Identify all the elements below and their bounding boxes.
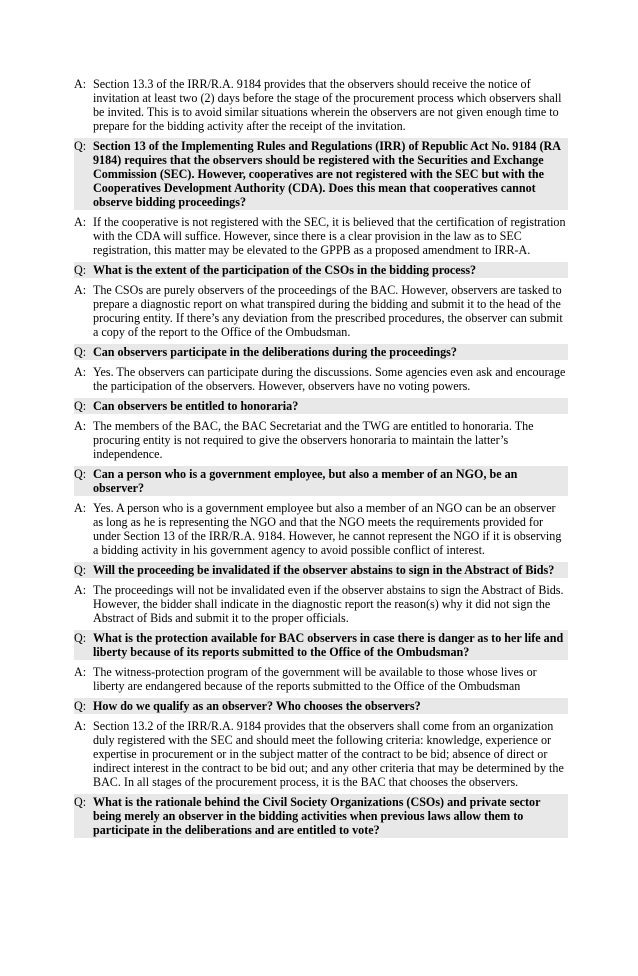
answer-text: The members of the BAC, the BAC Secretariat and the TWG are entitled to honoraria. The procuring entity is not required to give the observers honoraria to maintain the latter’s independence. [93, 419, 534, 461]
question-text: Can observers be entitled to honoraria? [93, 399, 299, 413]
answer-label: A: [74, 283, 87, 297]
question-text: How do we qualify as an observer? Who chooses the observers? [93, 699, 421, 713]
question-entry [74, 398, 568, 414]
answer-label: A: [74, 419, 87, 433]
answer-text: If the cooperative is not registered with the SEC, it is believed that the certification of registration with the CDA will suffice. However, since there is a clear provision in the law as to SEC registration, this matter may be elevated to the GPPB as a proposed amendment to IRR-A. [93, 215, 566, 257]
answer-text: The CSOs are purely observers of the proceedings of the BAC. However, observers are tasked to prepare a diagnostic report on what transpired during the bidding and submit it to the head of the procuring entity. If there’s any deviation from the prescribed procedures, the observer can submit a copy of the report to the Office of the Ombudsman. [93, 283, 563, 339]
question-entry [74, 262, 568, 278]
answer-entry [74, 501, 568, 557]
question-entry [74, 344, 568, 360]
question-entry [74, 138, 568, 210]
answer-entry [74, 665, 568, 693]
faq-document [74, 77, 568, 843]
question-text: What is the protection available for BAC observers in case there is danger as to her life and liberty because of its reports submitted to the Office of the Ombudsman? [93, 631, 564, 659]
answer-label: A: [74, 77, 87, 91]
question-text: Can observers participate in the deliberations during the proceedings? [93, 345, 457, 359]
answer-label: A: [74, 501, 87, 515]
question-text: Can a person who is a government employee, but also a member of an NGO, be an observer? [93, 467, 518, 495]
question-label: Q: [74, 399, 87, 413]
answer-entry [74, 719, 568, 789]
question-label: Q: [74, 467, 87, 481]
answer-entry [74, 419, 568, 461]
answer-entry [74, 365, 568, 393]
question-text: Will the proceeding be invalidated if the observer abstains to sign in the Abstract of Bids? [93, 563, 555, 577]
question-label: Q: [74, 795, 87, 809]
question-text: Section 13 of the Implementing Rules and Regulations (IRR) of Republic Act No. 9184 (RA 9184) requires that the observers should be registered with the Securities and Exchange Commission (SEC). However, cooperatives are not registered with the SEC but with the Cooperatives Development Authority (CDA). Does this mean that cooperatives cannot observe bidding proceedings? [93, 139, 561, 209]
answer-label: A: [74, 365, 87, 379]
question-text: What is the extent of the participation of the CSOs in the bidding process? [93, 263, 477, 277]
question-text: What is the rationale behind the Civil Society Organizations (CSOs) and private sector being merely an observer in the bidding activities when previous laws allow them to participate in the deliberations and are entitled to vote? [93, 795, 541, 837]
answer-label: A: [74, 719, 87, 733]
question-label: Q: [74, 563, 87, 577]
answer-entry [74, 77, 568, 133]
question-entry [74, 630, 568, 660]
answer-text: The proceedings will not be invalidated even if the observer abstains to sign the Abstract of Bids. However, the bidder shall indicate in the diagnostic report the reason(s) why it did not sign the Abstract of Bids and submit it to the proper officials. [93, 583, 564, 625]
question-entry [74, 698, 568, 714]
answer-text: Yes. The observers can participate during the discussions. Some agencies even ask and encourage the participation of the observers. However, observers have no voting powers. [93, 365, 566, 393]
question-label: Q: [74, 139, 87, 153]
answer-label: A: [74, 583, 87, 597]
answer-label: A: [74, 665, 87, 679]
question-label: Q: [74, 631, 87, 645]
question-label: Q: [74, 345, 87, 359]
answer-entry [74, 215, 568, 257]
answer-text: Section 13.3 of the IRR/R.A. 9184 provides that the observers should receive the notice of invitation at least two (2) days before the stage of the procurement process which observers shall be invited. This is to avoid similar situations wherein the observers are not given enough time to prepare for the bidding activity after the receipt of the invitation. [93, 77, 562, 133]
answer-entry [74, 283, 568, 339]
answer-text: The witness-protection program of the government will be available to those whose lives or liberty are endangered because of the reports submitted to the Office of the Ombudsman [93, 665, 537, 693]
question-entry [74, 562, 568, 578]
question-label: Q: [74, 263, 87, 277]
question-label: Q: [74, 699, 87, 713]
answer-label: A: [74, 215, 87, 229]
answer-text: Section 13.2 of the IRR/R.A. 9184 provides that the observers shall come from an organization duly registered with the SEC and should meet the following criteria: knowledge, experience or expertise in procurement or in the subject matter of the contract to be bid; absence of direct or indirect interest in the contract to be bid out; and any other criteria that may be determined by the BAC. In all stages of the procurement process, it is the BAC that chooses the observers. [93, 719, 564, 789]
answer-entry [74, 583, 568, 625]
question-entry [74, 794, 568, 838]
answer-text: Yes. A person who is a government employee but also a member of an NGO can be an observer as long as he is representing the NGO and that the NGO meets the requirements provided for under Section 13 of the IRR/R.A. 9184. However, he cannot represent the NGO if it is observing a bidding activity in his government agency to avoid possible conflict of interest. [93, 501, 562, 557]
question-entry [74, 466, 568, 496]
